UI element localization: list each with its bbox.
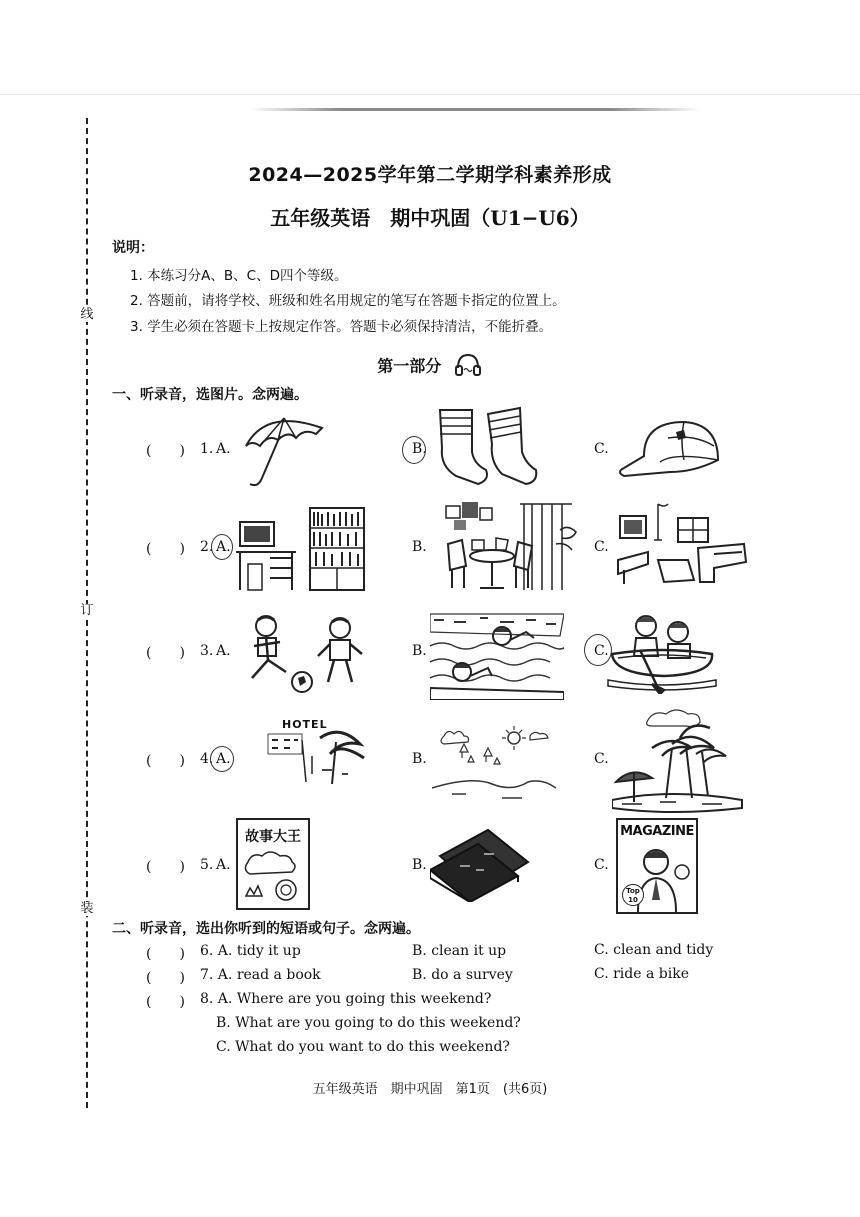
- top10-badge: Top 10: [622, 884, 644, 906]
- part1-title: [0, 352, 860, 382]
- part1-title-text: 第一部分: [377, 356, 442, 376]
- headphones-icon: [453, 352, 483, 382]
- option-q7-a: 7. A. read a book: [200, 967, 321, 983]
- rowing-boat-picture[interactable]: [604, 610, 720, 698]
- answer-paren-q5[interactable]: ( ): [146, 859, 185, 875]
- page-footer: 五年级英语 期中巩固 第1页 (共6页): [312, 1082, 548, 1097]
- option-label-q5-b: B.: [412, 857, 427, 873]
- answer-circle-mark: [211, 534, 233, 560]
- binding-label-line: 线: [80, 307, 94, 322]
- cap-picture[interactable]: [614, 416, 724, 486]
- option-q8-b: B. What are you going to do this weekend?: [216, 1015, 521, 1031]
- palm-island-picture[interactable]: [612, 708, 748, 820]
- answer-paren-q7[interactable]: ( ): [146, 970, 185, 986]
- section1-title: 一、听录音，选图片。念两遍。: [112, 387, 308, 403]
- answer-paren-q1[interactable]: ( ): [146, 443, 185, 459]
- answer-circle-mark: [402, 436, 426, 464]
- instruction-item: 1. 本练习分A、B、C、D四个等级。: [130, 268, 348, 284]
- storybook-picture[interactable]: [236, 818, 310, 910]
- question-number-q3: 3.: [200, 643, 214, 659]
- socks-picture[interactable]: [430, 404, 540, 494]
- playing-football-picture[interactable]: [236, 612, 370, 700]
- binding-label-bind: 装: [80, 901, 94, 916]
- answer-paren-q6[interactable]: ( ): [146, 946, 185, 962]
- books-picture[interactable]: [430, 826, 530, 906]
- answer-paren-q8[interactable]: ( ): [146, 994, 185, 1010]
- study-room-picture[interactable]: [236, 506, 366, 596]
- option-label-q2-a: A.: [216, 539, 231, 555]
- option-label-q1-b: B.: [412, 441, 427, 457]
- answer-circle-mark: [210, 746, 234, 772]
- magazine-picture[interactable]: [616, 818, 698, 914]
- question-number-q1: 1.: [200, 441, 214, 457]
- answer-paren-q4[interactable]: ( ): [146, 753, 185, 769]
- option-q7-c: C. ride a bike: [594, 966, 689, 982]
- option-label-q2-b: B.: [412, 539, 427, 555]
- option-q8-a: 8. A. Where are you going this weekend?: [200, 991, 492, 1007]
- swimming-picture[interactable]: [430, 606, 564, 704]
- dining-room-picture[interactable]: [432, 500, 580, 596]
- question-number-q2: 2.: [200, 539, 214, 555]
- option-label-q4-b: B.: [412, 751, 427, 767]
- option-q6-a: 6. A. tidy it up: [200, 943, 301, 959]
- page-top-border: [0, 94, 860, 95]
- option-label-q3-c: C.: [594, 643, 609, 659]
- instruction-item: 2. 答题前，请将学校、班级和姓名用规定的笔写在答题卡指定的位置上。: [130, 293, 566, 309]
- option-label-q4-a: A.: [216, 751, 231, 767]
- instructions-label: 说明：: [112, 240, 154, 256]
- question-number-q5: 5.: [200, 857, 214, 873]
- page-subtitle: 五年级英语 期中巩固（U1−U6）: [270, 206, 590, 230]
- binding-label-order: 订: [80, 603, 94, 618]
- option-label-q1-a: A.: [216, 441, 231, 457]
- living-room-picture[interactable]: [614, 500, 750, 592]
- option-label-q1-c: C.: [594, 441, 609, 457]
- option-label-q4-c: C.: [594, 751, 609, 767]
- option-q6-c: C. clean and tidy: [594, 942, 714, 958]
- hotel-sign-text: HOTEL: [282, 718, 328, 731]
- option-label-q2-c: C.: [594, 539, 609, 555]
- option-label-q3-a: A.: [216, 643, 231, 659]
- magazine-title: MAGAZINE: [620, 824, 694, 839]
- page-title: 2024—2025学年第二学期学科素养形成: [248, 164, 612, 186]
- umbrella-picture[interactable]: [236, 406, 332, 500]
- section2-title: 二、听录音，选出你听到的短语或句子。念两遍。: [112, 921, 420, 937]
- option-label-q5-c: C.: [594, 857, 609, 873]
- answer-paren-q3[interactable]: ( ): [146, 645, 185, 661]
- answer-paren-q2[interactable]: ( ): [146, 541, 185, 557]
- option-label-q5-a: A.: [216, 857, 231, 873]
- storybook-title: 故事大王: [245, 829, 301, 845]
- option-q6-b: B. clean it up: [412, 943, 507, 959]
- option-q7-b: B. do a survey: [412, 967, 513, 983]
- option-q8-c: C. What do you want to do this weekend?: [216, 1039, 510, 1055]
- question-number-q4: 4.: [200, 751, 214, 767]
- scan-artifact-line: [250, 108, 700, 111]
- hotel-beach-picture[interactable]: [262, 730, 372, 790]
- instruction-item: 3. 学生必须在答题卡上按规定作答。答题卡必须保持清洁，不能折叠。: [130, 319, 553, 335]
- mountain-picture[interactable]: [432, 722, 562, 808]
- option-label-q3-b: B.: [412, 643, 427, 659]
